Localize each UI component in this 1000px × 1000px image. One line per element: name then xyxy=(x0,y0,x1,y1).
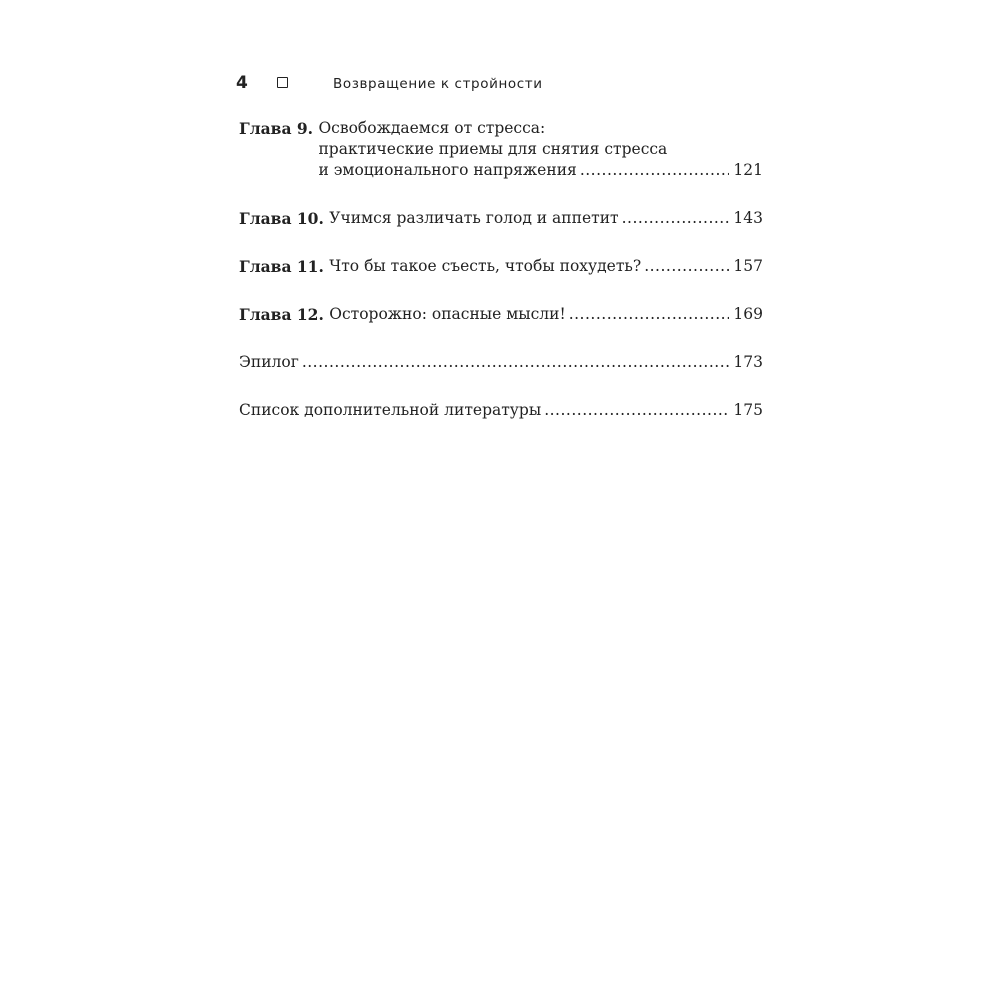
page-reference: 173 xyxy=(733,353,763,371)
square-bullet-icon xyxy=(277,77,288,88)
dot-leader xyxy=(622,208,730,229)
entry-title-line: Осторожно: опасные мысли! xyxy=(329,305,566,323)
entry-body xyxy=(239,352,763,373)
dot-leader xyxy=(302,352,730,373)
entry-body xyxy=(329,208,763,229)
entry-title-line: практические приемы для снятия стресса xyxy=(318,140,668,158)
page-reference: 169 xyxy=(733,305,763,323)
entry-last-line xyxy=(318,160,763,181)
entry-last-line xyxy=(239,400,763,421)
entry-title-line: Учимся различать голод и аппетит xyxy=(329,209,619,227)
chapter-label: Глава 11. xyxy=(239,257,330,276)
page-number: 4 xyxy=(236,73,248,93)
dot-leader xyxy=(569,304,730,325)
chapter-label: Глава 9. xyxy=(239,119,319,138)
dot-leader xyxy=(644,256,729,277)
entry-title-line: Освобождаемся от стресса: xyxy=(318,119,546,137)
entry-last-line xyxy=(329,208,763,229)
dot-leader xyxy=(544,400,729,421)
entry-title-line: Список дополнительной литературы xyxy=(239,401,542,419)
toc-entry-bibliography xyxy=(239,400,763,421)
toc-entry-chapter-11 xyxy=(239,256,763,277)
page-reference: 175 xyxy=(733,401,763,419)
page-reference: 143 xyxy=(733,209,763,227)
entry-title-line: Что бы такое съесть, чтобы похудеть? xyxy=(329,257,642,275)
entry-body xyxy=(318,118,763,181)
dot-leader xyxy=(580,160,730,181)
toc-entry-chapter-9 xyxy=(239,118,763,181)
entry-title-line: и эмоционального напряжения xyxy=(318,161,577,179)
entry-last-line xyxy=(329,304,763,325)
page-reference: 121 xyxy=(733,161,763,179)
entry-last-line xyxy=(329,256,763,277)
toc-entry-chapter-12 xyxy=(239,304,763,325)
page-reference: 157 xyxy=(733,257,763,275)
toc-entry-chapter-10 xyxy=(239,208,763,229)
entry-body xyxy=(239,400,763,421)
chapter-label: Глава 10. xyxy=(239,209,330,228)
table-of-contents xyxy=(239,118,763,421)
entry-title-line: Эпилог xyxy=(239,353,299,371)
entry-body xyxy=(329,304,763,325)
toc-entry-epilogue xyxy=(239,352,763,373)
book-title: Возвращение к стройности xyxy=(333,76,543,92)
entry-body xyxy=(329,256,763,277)
chapter-label: Глава 12. xyxy=(239,305,330,324)
running-head xyxy=(236,72,766,96)
entry-last-line xyxy=(239,352,763,373)
